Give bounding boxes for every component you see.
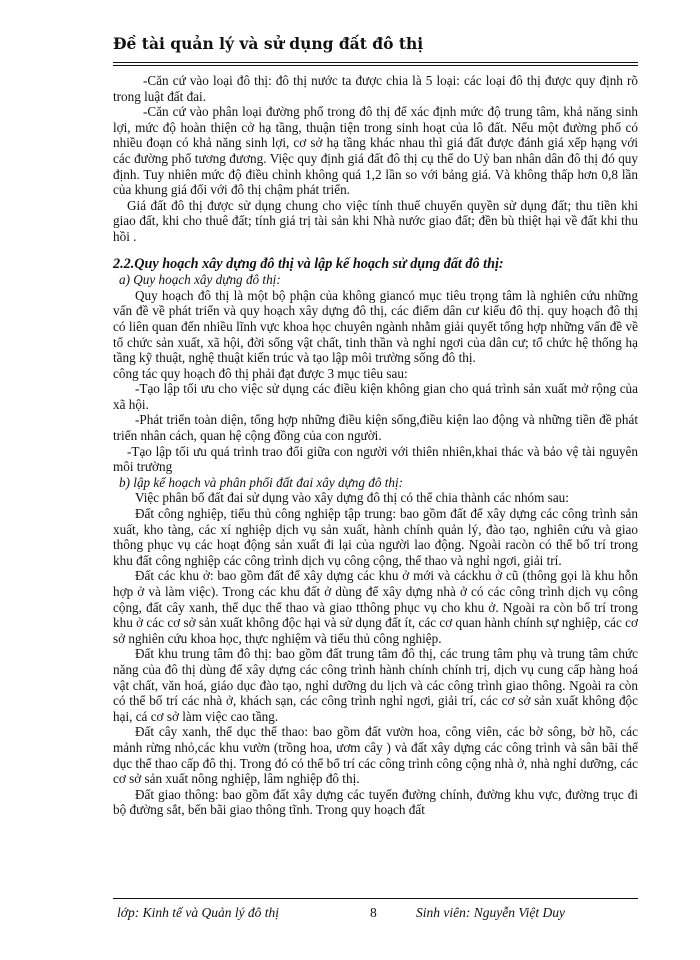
paragraph-goal-1: -Tạo lập tối ưu cho việc sử dụng các điều kiện không gian cho quá trình sản xuất mở rộng của xã hội. [113, 381, 638, 412]
paragraph-street-classification: -Căn cứ vào phân loại đường phố trong đô thị để xác định mức độ trung tâm, khả năng sinh lợi, mức độ hoàn thiện cở hạ tầng, thuận tiện trong sinh hoạt của lô đất. Nếu một đường phố có nhiều đoạn có khả năng sinh lợi, cơ sở hạ tầng khác nhau thì giá đất được đánh giá xếp hạng với các đường phố tương đương. Việc quy định giá đất đô thị cụ thể do Uỷ ban nhân dân đô thị đó quy định. Tuy nhiên mức độ điều chỉnh không quá 1,2 lần so với bảng giá. Và không thấp hơn 0,8 lần của khung giá đối với đô thị chậm phát triển. [113, 104, 638, 198]
section-heading-2-2: 2.2.Quy hoạch xây dựng đô thị và lập kế hoạch sử dụng đất đô thị: [113, 255, 504, 272]
paragraph-city-type: -Căn cứ vào loại đô thị: đô thị nước ta được chia là 5 loại: các loại đô thị được quy định rõ trong luật đất đai. [113, 73, 638, 104]
subsection-heading-b: b) lập kế hoạch và phân phối đất đai xây dựng đô thị: [119, 474, 404, 490]
paragraph-transport-land: Đất giao thông: bao gồm đất xây dựng các tuyến đường chính, đường khu vực, đường trục đi bộ đường sắt, bến bãi giao thông tĩnh. Trong quy hoạch đất [113, 786, 638, 818]
footer-student-label: Sinh viên: Nguyễn Việt Duy [416, 905, 565, 920]
paragraph-goal-2: -Phát triển toàn diện, tổng hợp những điều kiện sống,điều kiện lao động và những tiền đề phát triển nhân cách, quan hệ cộng đồng của con người. [113, 412, 638, 444]
footer-class-label: lớp: Kinh tế và Quản lý đô thị [117, 905, 280, 920]
paragraph-urban-planning: Quy hoạch đô thị là một bộ phận của không giancó mục tiêu trọng tâm là nghiên cứu những vấn đề về phát triển và quy hoạch xây dựng đô thị, các điểm dân cư kiểu đô thị. quy hoạch đô thị có liên quan đến nhiều lĩnh vực khoa học chuyên ngành nhằm giải quyết tổng hợp những vấn đề về tổ chức sản xuất, xã hội, đời sống vật chất, tinh thần và nghỉ ngơi của dân cư; tổ chức hệ thống hạ tầng kỹ thuật, nghệ thuật kiến trúc và tạo lập môi trường sống đô thị. [113, 287, 638, 366]
spacer [113, 245, 638, 255]
paragraph-industrial-land: Đất công nghiệp, tiểu thủ công nghiệp tập trung: bao gồm đất để xây dựng các công trình sản xuất, kho tàng, các xí nghiệp dịch vụ sản xuất, hành chính quản lý, đào tạo, nghiên cứu và giao thông phục vụ các hoạt động sản xuất đi lại của người lao động. Ngoài racòn có thể bố trí trong khu đất công nghiệp các công trình dịch vụ công cộng, thể thao và nghỉ ngơi, giải trí. [113, 506, 638, 568]
paragraph-planning-goals-intro: công tác quy hoạch đô thị phải đạt được 3 mục tiêu sau: [113, 365, 408, 381]
paragraph-central-land: Đất khu trung tâm đô thị: bao gồm đất trung tâm đô thị, các trung tâm phụ và trung tâm chức năng của đô thị dùng để xây dựng các công trình hành chính chính trị, dịch vụ cung cấp hàng hoá vật chất, văn hoá, giáo dục đào tạo, nghỉ dưỡng du lịch và các công trình giao thông. Ngoài ra còn có thể bố trí các nhà ở, khách sạn, các công trình nghỉ ngơi, giải trí, các cơ sở sản xuất không độc hại, cá cơ sở làm việc cao tầng. [113, 646, 638, 724]
paragraph-land-groups-intro: Việc phân bố đất đai sử dụng vào xây dựng đô thị có thể chia thành các nhóm sau: [135, 490, 569, 506]
footer-page-number: 8 [370, 905, 377, 920]
paragraph-green-land: Đất cây xanh, thể dục thể thao: bao gồm đất vườn hoa, công viên, các bờ sông, bờ hồ, các mảnh rừng nhỏ,các khu vườn (trồng hoa, ươm cây ) và đất xây dựng các công trình và sân bãi thể dục thể thao cấp đô thị. Trong đó có thể bố trí các công trình công cộng nhà ở, nhà nghỉ dưỡng, các cơ sở sản xuất nông nghiệp, lâm nghiệp đô thị. [113, 724, 638, 787]
paragraph-residential-land: Đất các khu ở: bao gồm đất để xây dựng các khu ở mới và cáckhu ở cũ (thông gọi là khu hỗn hợp ở và làm việc). Trong các khu đất ở dùng để xây dựng nhà ở có các công trình dịch vụ công cộng, đất cây xanh, thể dục thể thao và giao tthông phục vụ cho khu ở. Ngoài ra còn bố trí trong khu ở các cơ sở sản xuất không độc hại và sử dụng đất ít, các cơ quan hành chính sự nghiệp, các cơ sở nghiên cứu khoa học, thực nghiệm và tiểu thủ công nghiệp. [113, 568, 638, 646]
subsection-heading-a: a) Quy hoạch xây dựng đô thị: [119, 272, 281, 288]
document-body [113, 73, 638, 818]
page-header-title: Đề tài quản lý và sử dụng đất đô thị [113, 34, 424, 53]
header-rule-bottom [113, 65, 638, 66]
paragraph-land-price-usage: Giá đất đô thị được sử dụng chung cho việc tính thuế chuyển quyền sử dụng đất; thu tiền khi giao đất, khi cho thuê đất; tính giá trị tài sản khi Nhà nước giao đất; đền bù thiệt hại về đất khi thu hồi . [113, 197, 638, 244]
footer-rule [113, 898, 638, 899]
paragraph-goal-3: -Tạo lập tối ưu quá trình trao đổi giữa con người với thiên nhiên,khai thác và bảo vệ tài nguyên môi trường [113, 443, 638, 475]
header-rule-top [113, 62, 638, 63]
